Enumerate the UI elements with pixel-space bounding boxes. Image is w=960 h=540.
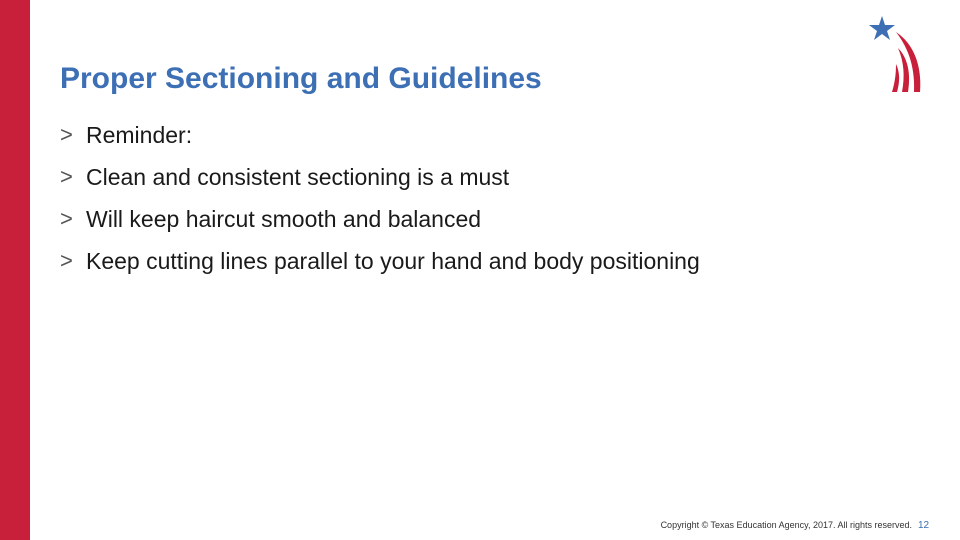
bullet-chevron-icon: > [60,164,73,189]
list-item [60,240,700,282]
bullet-chevron-icon: > [60,122,73,147]
bullet-chevron-icon: > [60,206,73,231]
bullet-list [60,114,700,282]
bullet-text: Clean and consistent sectioning is a must [86,163,510,190]
list-item [60,156,700,198]
page-number: 12 [918,520,930,531]
list-item [60,114,700,156]
texas-star-flag-logo-icon [868,14,934,94]
bullet-text: Will keep haircut smooth and balanced [86,205,482,232]
bullet-text: Keep cutting lines parallel to your hand and body positioning [86,247,700,274]
copyright-footer: Copyright © Texas Education Agency, 2017. All rights reserved. [660,520,912,530]
slide-title: Proper Sectioning and Guidelines [60,62,542,95]
left-accent-bar [0,0,30,540]
bullet-text: Reminder: [86,121,193,148]
bullet-chevron-icon: > [60,248,73,273]
list-item [60,198,700,240]
